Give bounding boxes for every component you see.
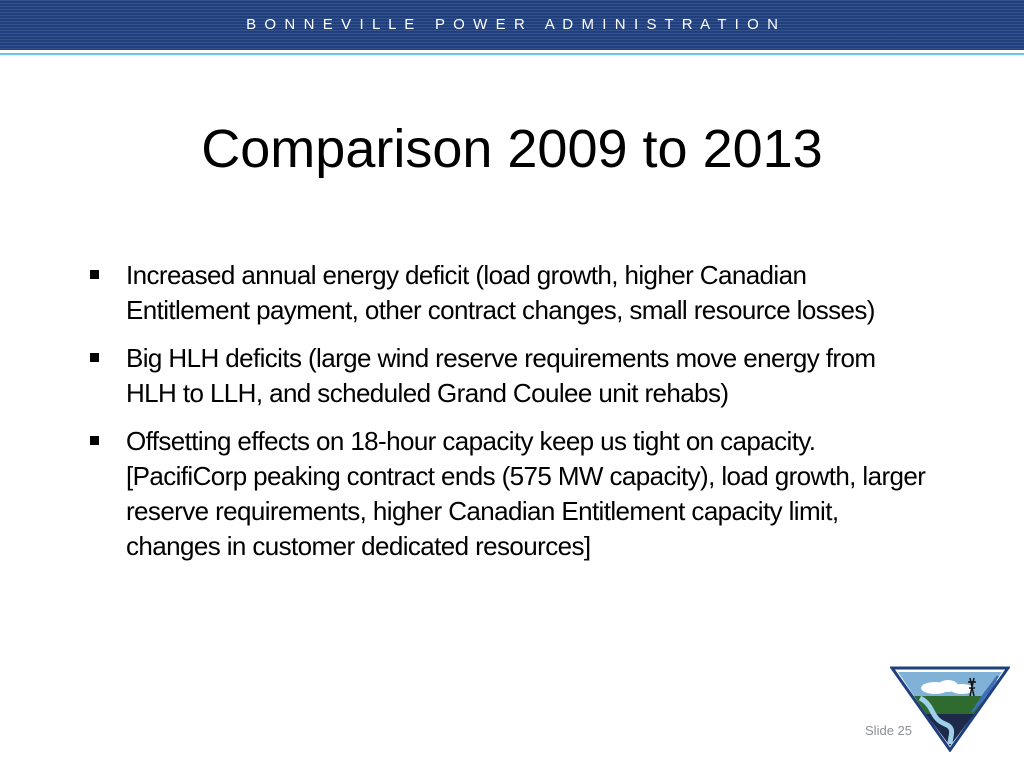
bullet-item bbox=[90, 258, 930, 328]
bpa-logo-icon bbox=[890, 666, 1010, 752]
bullet-text: Big HLH deficits (large wind reserve requirements move energy from HLH to LLH, and scheduled Grand Coulee unit rehabs) bbox=[126, 343, 876, 408]
bullet-item bbox=[90, 341, 930, 411]
square-bullet-icon bbox=[90, 270, 99, 279]
organization-name: B O N N E V I L L E P O W E R A D M I N I S T R A T I O N bbox=[246, 16, 778, 33]
square-bullet-icon bbox=[90, 353, 99, 362]
bullet-list bbox=[90, 258, 930, 577]
bullet-item bbox=[90, 424, 930, 564]
header-divider-accent bbox=[0, 53, 1024, 55]
square-bullet-icon bbox=[90, 436, 99, 445]
slide-title: Comparison 2009 to 2013 bbox=[201, 119, 823, 179]
bullet-text: Increased annual energy deficit (load growth, higher Canadian Entitlement payment, other contract changes, small resource losses) bbox=[126, 260, 875, 325]
bullet-text: Offsetting effects on 18-hour capacity keep us tight on capacity. [PacifiCorp peaking contract ends (575 MW capacity), load growth, larger reserve requirements, higher Canadian Entitlement capacity limit, changes in customer dedicated resources] bbox=[126, 426, 926, 561]
slide-number: Slide 25 bbox=[865, 723, 912, 738]
